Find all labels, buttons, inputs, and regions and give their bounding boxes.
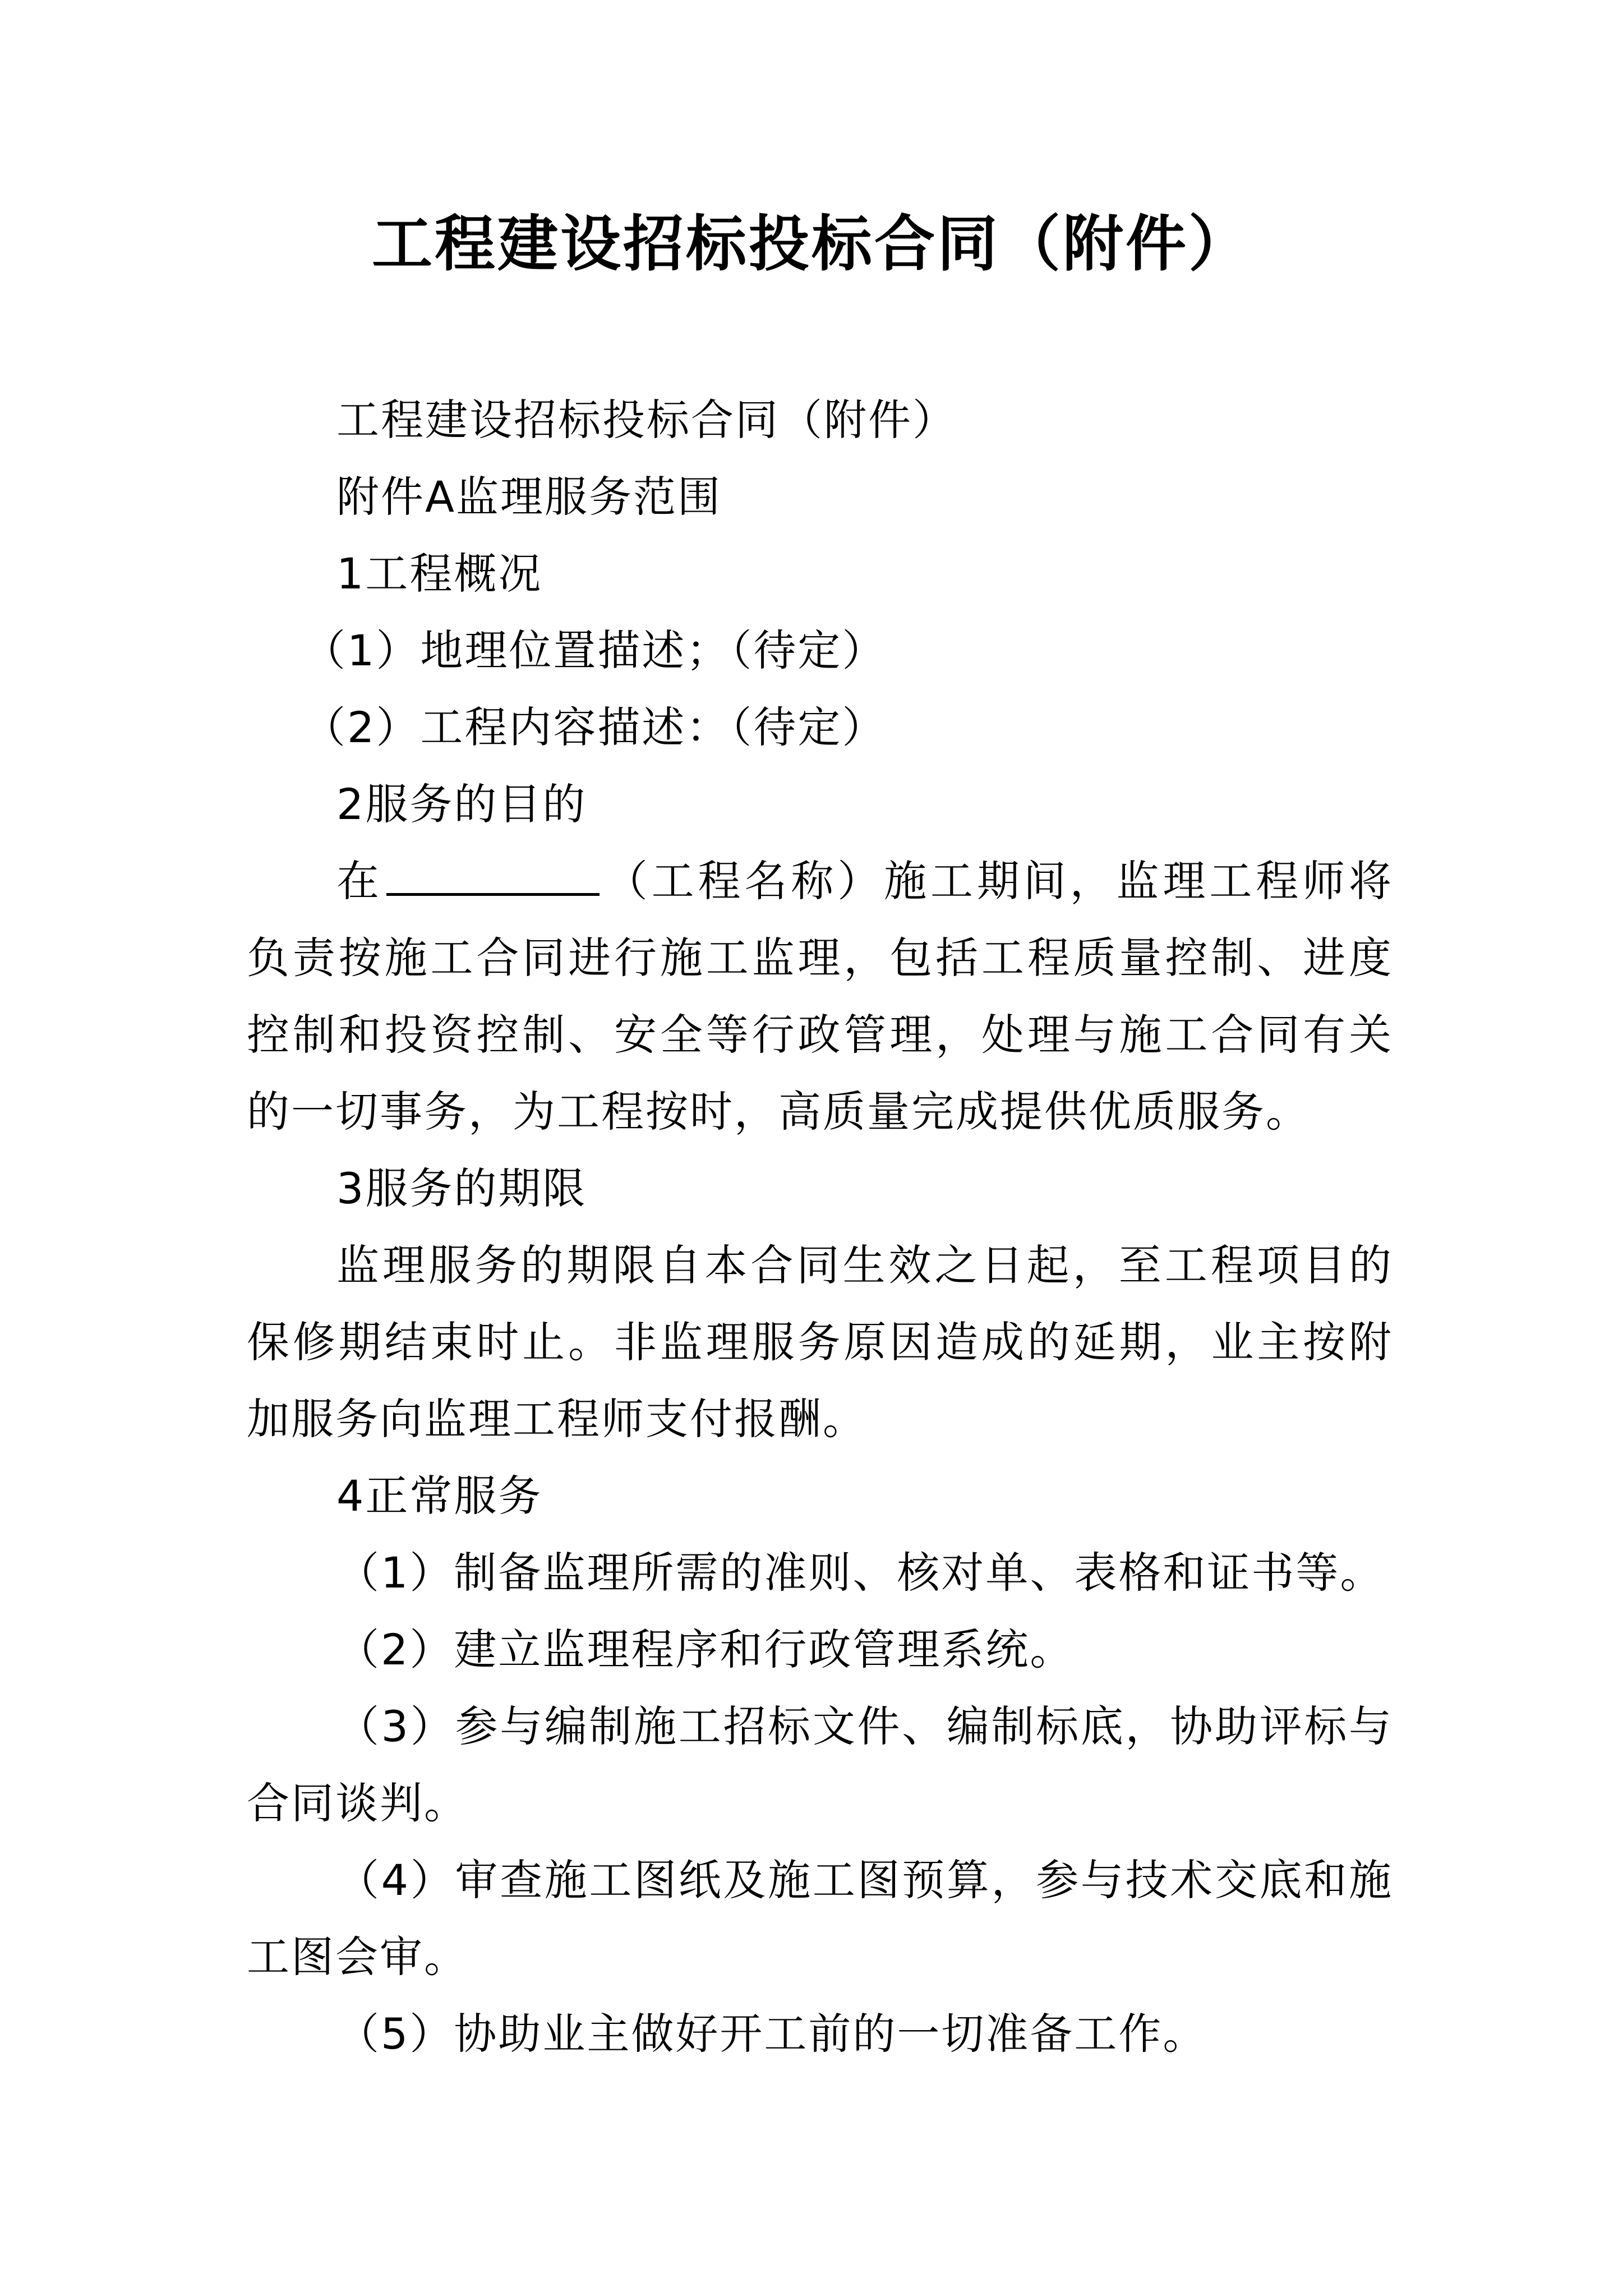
purpose-prefix: 在 bbox=[336, 856, 383, 906]
purpose-text: （工程名称）施工期间，监理工程师将负责按施工合同进行施工监理，包括工程质量控制、进度控制和投资控制、安全等行政管理，处理与施工合同有关的一切事务，为工程按时，高质量完成提供优质服务。 bbox=[247, 856, 1394, 1137]
list-item: （3）参与编制施工招标文件、编制标底，协助评标与合同谈判。 bbox=[247, 1701, 1393, 1828]
list-item: （4）审查施工图纸及施工图预算，参与技术交底和施工图会审。 bbox=[247, 1855, 1393, 1982]
section-heading-4: 4正常服务 bbox=[336, 1471, 543, 1521]
section-heading-2: 2服务的目的 bbox=[336, 779, 587, 829]
section-heading-1: 1工程概况 bbox=[336, 549, 543, 599]
list-item: （5）协助业主做好开工前的一切准备工作。 bbox=[336, 2009, 1207, 2059]
document-title: 工程建设招标投标合同（附件） bbox=[371, 209, 1251, 279]
term-paragraph: 监理服务的期限自本合同生效之日起，至工程项目的保修期结束时止。非监理服务原因造成的延期，业主按附加服务向监理工程师支付报酬。 bbox=[247, 1240, 1393, 1444]
list-item: （2）工程内容描述：（待定） bbox=[303, 702, 887, 752]
document-body bbox=[247, 381, 1393, 2072]
purpose-paragraph bbox=[247, 843, 1393, 1150]
list-item: （2）建立监理程序和行政管理系统。 bbox=[336, 1625, 1075, 1674]
appendix-heading: 附件A监理服务范围 bbox=[336, 472, 722, 522]
paragraph-heading: 工程建设招标投标合同（附件） bbox=[336, 395, 957, 445]
fill-in-blank bbox=[386, 850, 600, 896]
list-item: （1）制备监理所需的准则、核对单、表格和证书等。 bbox=[336, 1548, 1385, 1598]
section-heading-3: 3服务的期限 bbox=[336, 1163, 587, 1213]
list-item: （1）地理位置描述；（待定） bbox=[303, 625, 887, 675]
